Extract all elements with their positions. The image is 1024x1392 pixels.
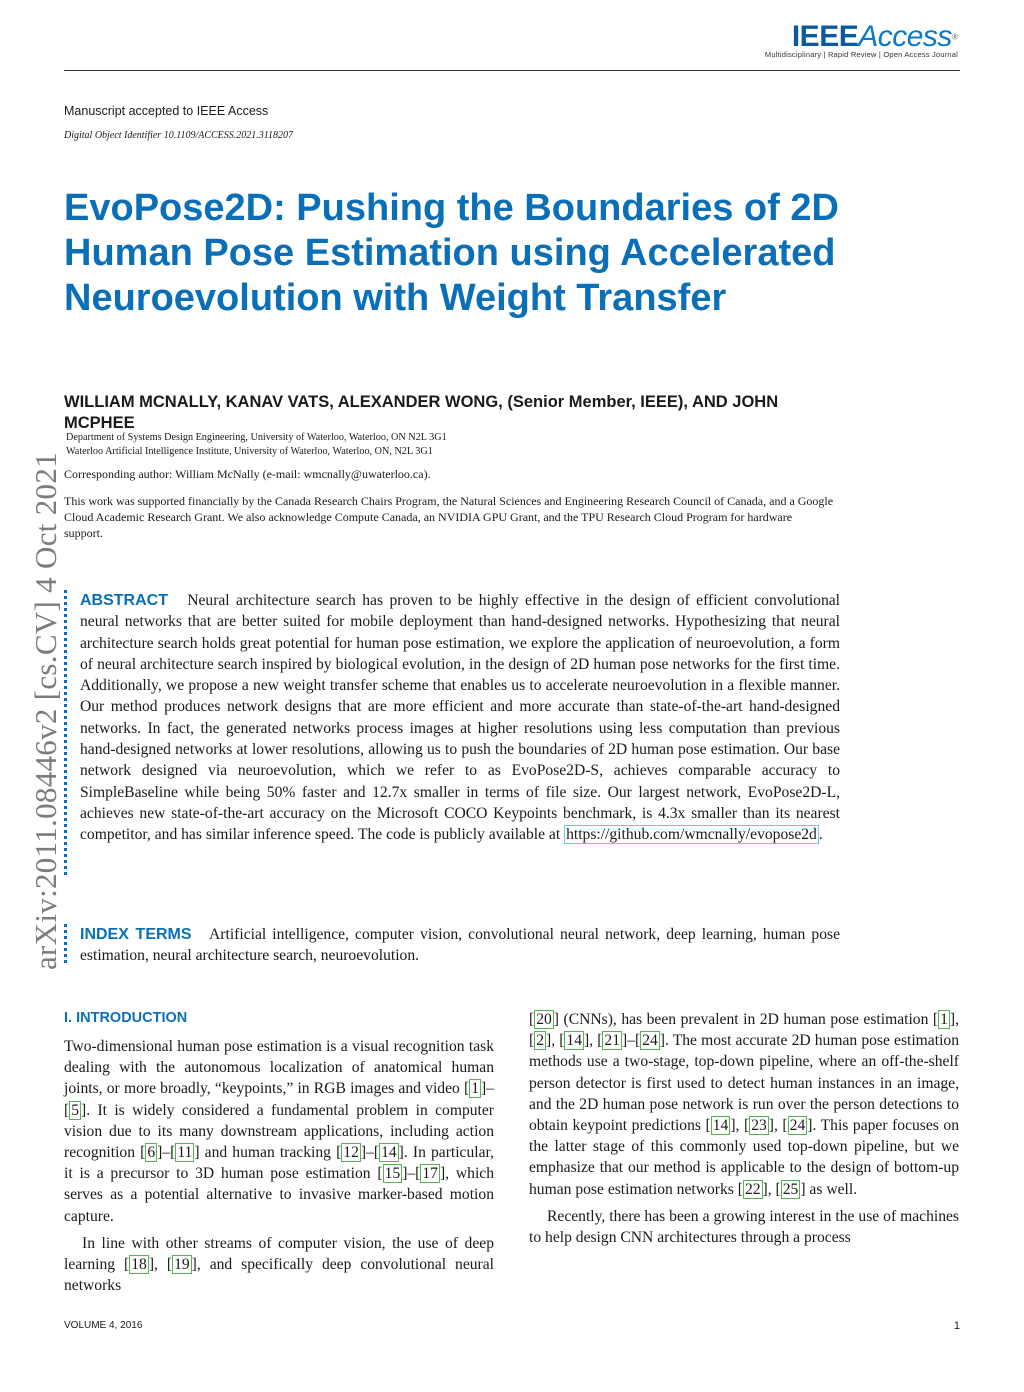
logo-ieee-text: IEEE <box>791 20 859 53</box>
citation-link[interactable]: 6 <box>147 1144 156 1162</box>
section-heading-introduction: I. INTRODUCTION <box>64 1010 188 1026</box>
logo-access-text: Access <box>858 20 952 53</box>
abstract-heading: ABSTRACT <box>80 592 168 609</box>
citation-link[interactable]: 15 <box>384 1165 401 1183</box>
affiliation: Waterloo Artificial Intelligence Institute, University of Waterloo, Waterloo, ON, N2L 3G1 <box>66 446 433 457</box>
citation-link[interactable]: 14 <box>381 1144 397 1162</box>
authors: WILLIAM MCNALLY, KANAV VATS, ALEXANDER WONG, (Senior Member, IEEE), AND JOHN MCPHEE <box>64 393 779 432</box>
citation-link[interactable]: 2 <box>536 1032 544 1050</box>
doi: Digital Object Identifier 10.1109/ACCESS.2021.3118207 <box>64 130 294 141</box>
citation-link[interactable]: 19 <box>174 1256 190 1274</box>
citation-link[interactable]: 14 <box>566 1032 582 1050</box>
abstract-marker <box>64 590 68 878</box>
citation-link[interactable]: 21 <box>604 1032 620 1050</box>
citation-link[interactable]: 14 <box>712 1117 729 1135</box>
intro-paragraph: Two-dimensional human pose estimation is a visual recognition task dealing with the autonomous localization of anatomical human joints, or more broadly, “keypoints,” in RGB images and video [ 1 ]–[ 5 ]. It is widely considered a fundamental problem in computer vision due to its many downstream applications, including action recognition [ 6 ]–[ 11 ] and human tracking [ 12 ]–[ 14 ]. In particular, it is a precursor to 3D human pose estimation [ 15 ]–[ 17 ], which serves as a potential alternative to invasive marker-based motion capture. <box>64 1038 494 1225</box>
abstract-text: Neural architecture search has proven to be highly effective in the design of efficient convolutional neural networks that are better suited for mobile deployment than hand-designed networks. Hypothesizing that neural architecture search holds great potential for human pose estimation, we explore the application of neuroevolution, a form of neural architecture search inspired by biological evolution, in the design of 2D human pose networks for the first time. Additionally, we propose a new weight transfer scheme that enables us to accelerate neuroevolution in a flexible manner. Our method produces network designs that are more efficient and more accurate than state-of-the-art hand-designed networks. In fact, the generated networks process images at higher resolutions using less computation than previous hand-designed networks at lower resolutions, allowing us to push the boundaries of 2D human pose estimation. Our base network designed via neuroevolution, which we refer to as EvoPose2D-S, achieves comparable accuracy to SimpleBaseline while being 50% faster and 12.7x smaller in terms of file size. Our largest network, EvoPose2D-L, achieves new state-of-the-art accuracy on the Microsoft COCO Keypoints benchmark, is 4.3x smaller than its nearest competitor, and has similar inference speed. The code is publicly available at <box>80 592 840 844</box>
citation-link[interactable]: 24 <box>789 1117 806 1135</box>
citation-link[interactable]: 1 <box>471 1080 479 1098</box>
citation-link[interactable]: 23 <box>751 1117 767 1135</box>
abstract: ABSTRACT Neural architecture search has proven to be highly effective in the design of efficient convolutional neural networks that are better suited for mobile deployment than hand-designed networks. Hypothesizing that neural architecture search holds great potential for human pose estimation, we explore the application of neuroevolution, a form of neural architecture search inspired by biological evolution, in the design of 2D human pose networks for the first time. Additionally, we propose a new weight transfer scheme that enables us to accelerate neuroevolution in a flexible manner. Our method produces network designs that are more efficient and more accurate than state-of-the-art hand-designed networks. In fact, the generated networks process images at higher resolutions using less computation than previous hand-designed networks at lower resolutions, allowing us to push the boundaries of 2D human pose estimation. Our base network designed via neuroevolution, which we refer to as EvoPose2D-S, achieves comparable accuracy to SimpleBaseline while being 50% faster and 12.7x smaller in terms of file size. Our largest network, EvoPose2D-L, achieves new state-of-the-art accuracy on the Microsoft COCO Keypoints benchmark, is 4.3x smaller than its nearest competitor, and has similar inference speed. The code is publicly available at https://github.com/wmcnally/evopose2d . <box>80 592 840 844</box>
paper-title: EvoPose2D: Pushing the Boundaries of 2D Human Pose Estimation using Accelerated Neuroevolution with Weight Transfer <box>64 187 839 319</box>
funding-note: This work was supported financially by the Canada Research Chairs Program, the Natural Sciences and Engineering Research Council of Canada, and a Google Cloud Academic Research Grant. We also acknowledge Compute Canada, an NVIDIA GPU Grant, and the TPU Research Cloud Program for hardware support. <box>64 494 834 540</box>
citation-link[interactable]: 25 <box>782 1180 799 1198</box>
citation-link[interactable]: 24 <box>642 1032 658 1050</box>
affiliation: Department of Systems Design Engineering, University of Waterloo, Waterloo, ON N2L 3G1 <box>66 432 447 443</box>
citation-link[interactable]: 11 <box>177 1144 193 1162</box>
left-column <box>64 1036 494 1302</box>
index-terms <box>80 924 840 967</box>
citation-link[interactable]: 18 <box>131 1256 147 1274</box>
citation-link[interactable]: 5 <box>71 1101 79 1119</box>
ieee-access-logo: IEEEAccess® Multidisciplinary | Rapid Review | Open Access Journal <box>764 20 958 59</box>
index-terms-text: Artificial intelligence, computer vision, convolutional neural network, deep learning, human pose estimation, neural architecture search, neuroevolution. <box>80 926 841 965</box>
intro-paragraph: In line with other streams of computer vision, the use of deep learning [ 18 ], [ 19 ], and specifically deep convolutional neural networks <box>64 1234 494 1295</box>
page-number: 1 <box>953 1320 960 1332</box>
index-terms-marker <box>64 924 68 966</box>
footer-volume: VOLUME 4, 2016 <box>64 1320 143 1331</box>
citation-link[interactable]: 20 <box>536 1011 552 1028</box>
manuscript-note: Manuscript accepted to IEEE Access <box>64 104 269 118</box>
intro-paragraph-continued: [ 20 ] (CNNs), has been prevalent in 2D human pose estimation [ 1 ], [ 2 ], [ 14 ], [ 21 ]–[ 24 ]. The most accurate 2D human pose estimation methods use a two-stage, top-down pipeline, where an off-the-shelf person detector is first used to detect human instances in an image, and the 2D human pose network is run over the person detections to obtain keypoint predictions [ 14 ], [ 23 ], [ 24 ]. This paper focuses on the latter stage of this commonly used top-down pipeline, but we emphasize that our method is applicable to the design of bottom-up human pose estimation networks [ 22 ], [ 25 ] as well. <box>529 1011 960 1198</box>
header-rule <box>64 70 960 71</box>
corresponding-author: Corresponding author: William McNally (e-mail: wmcnally@uwaterloo.ca). <box>64 467 431 481</box>
citation-link[interactable]: 12 <box>343 1144 359 1162</box>
citation-link[interactable]: 1 <box>940 1011 948 1028</box>
right-column <box>529 1009 959 1254</box>
logo-tagline: Multidisciplinary | Rapid Review | Open Access Journal <box>764 50 958 59</box>
citation-link[interactable]: 22 <box>744 1180 761 1198</box>
index-terms-heading: INDEX TERMS <box>80 926 192 943</box>
github-link[interactable]: https://github.com/wmcnally/evopose2d <box>566 826 817 844</box>
arxiv-stamp: arXiv:2011.08446v2 [cs.CV] 4 Oct 2021 <box>28 452 63 970</box>
citation-link[interactable]: 17 <box>422 1165 438 1183</box>
intro-paragraph: Recently, there has been a growing interest in the use of machines to help design CNN architectures through a process <box>529 1207 959 1247</box>
